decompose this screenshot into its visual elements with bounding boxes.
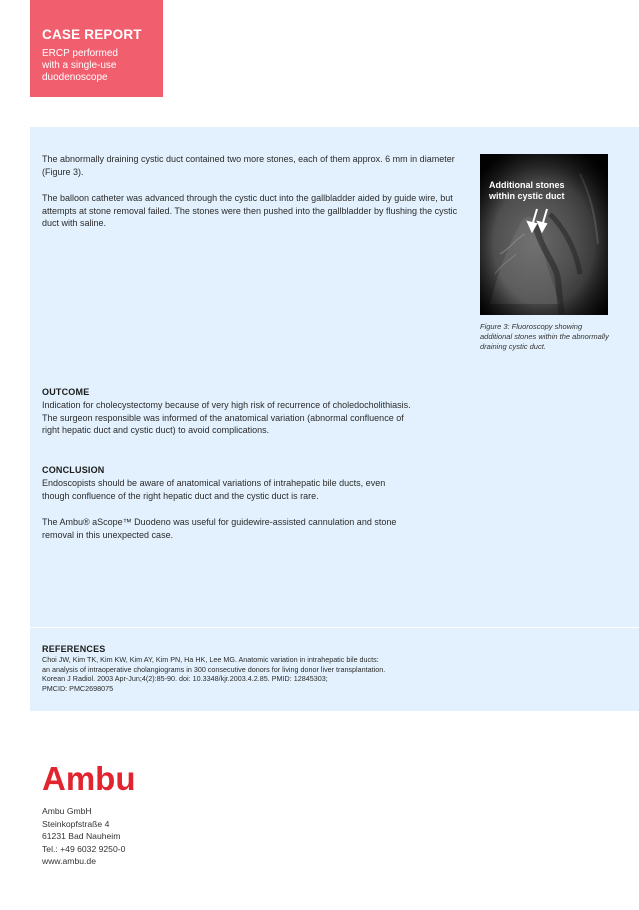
conclusion-paragraph-2 bbox=[42, 516, 482, 541]
badge-title: CASE REPORT bbox=[42, 27, 142, 42]
figure-label-line-1: Additional stones bbox=[489, 180, 565, 190]
case-report-badge bbox=[30, 0, 163, 97]
reference-line-1: Choi JW, Kim TK, Kim KW, Kim AY, Kim PN, Ha HK, Lee MG. Anatomic variation in intrahepatic bile ducts: bbox=[42, 655, 379, 664]
references-list bbox=[42, 655, 502, 693]
conclusion-p1-line-2: though confluence of the right hepatic duct and the cystic duct is rare. bbox=[42, 490, 319, 501]
fluoroscopy-figure bbox=[480, 154, 608, 315]
references-divider bbox=[30, 627, 639, 628]
conclusion-heading: CONCLUSION bbox=[42, 465, 105, 475]
outcome-heading: OUTCOME bbox=[42, 387, 90, 397]
references-heading: REFERENCES bbox=[42, 644, 106, 654]
outcome-text bbox=[42, 399, 482, 437]
conclusion-p1-line-1: Endoscopists should be aware of anatomical variations of intrahepatic bile ducts, even bbox=[42, 478, 386, 488]
logo-text: Ambu bbox=[42, 760, 136, 796]
body-paragraph-2: The balloon catheter was advanced through the cystic duct into the gallbladder aided by guide wire, but attempts at stone removal failed. The stones were then pushed into the gallbladder by flushing the cystic duct with saline. bbox=[42, 193, 458, 229]
conclusion-paragraph-1 bbox=[42, 477, 482, 502]
reference-line-2: an analysis of intraoperative cholangiograms in 300 consecutive donors for living donor liver transplantation. bbox=[42, 664, 386, 674]
company-address bbox=[42, 805, 125, 868]
outcome-line-1: Indication for cholecystectomy because of very high risk of recurrence of choledocholithiasis. bbox=[42, 400, 411, 410]
figure-label bbox=[489, 180, 565, 202]
outcome-line-3: right hepatic duct and cystic duct) to avoid complications. bbox=[42, 425, 270, 436]
company-street: Steinkopfstraße 4 bbox=[42, 818, 110, 829]
body-paragraph-1: The abnormally draining cystic duct contained two more stones, each of them approx. 6 mm in diameter (Figure 3). bbox=[42, 154, 455, 177]
company-website[interactable]: www.ambu.de bbox=[42, 856, 96, 867]
ambu-logo bbox=[42, 760, 162, 801]
outcome-line-2: The surgeon responsible was informed of the anatomical variation (abnormal confluence of bbox=[42, 412, 404, 423]
badge-subtitle: ERCP performed with a single-use duodenoscope bbox=[42, 48, 118, 83]
company-city: 61231 Bad Nauheim bbox=[42, 831, 121, 842]
conclusion-p2-line-1: The Ambu® aScope™ Duodeno was useful for guidewire-assisted cannulation and stone bbox=[42, 517, 397, 527]
figure-caption: Figure 3: Fluoroscopy showing additional stones within the abnormally draining cystic duct. bbox=[480, 322, 609, 351]
company-name: Ambu GmbH bbox=[42, 806, 92, 816]
conclusion-p2-line-2: removal in this unexpected case. bbox=[42, 529, 174, 540]
reference-line-4: PMCID: PMC2698075 bbox=[42, 683, 114, 693]
company-phone: Tel.: +49 6032 9250-0 bbox=[42, 843, 126, 854]
figure-label-line-2: within cystic duct bbox=[489, 191, 565, 201]
reference-line-3: Korean J Radiol. 2003 Apr-Jun;4(2):85-90. doi: 10.3348/kjr.2003.4.2.85. PMID: 12845303; bbox=[42, 674, 328, 683]
